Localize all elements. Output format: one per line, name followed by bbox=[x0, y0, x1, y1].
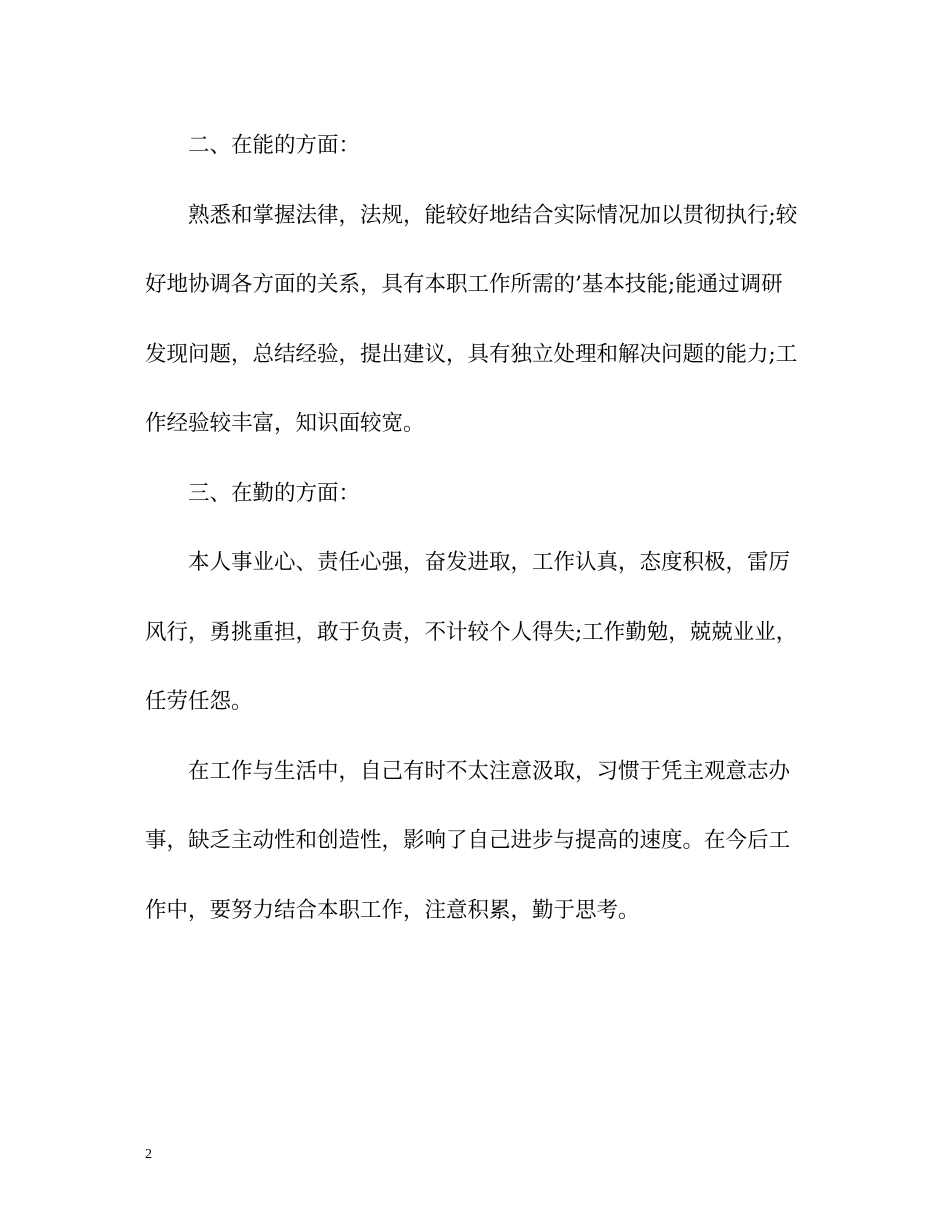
paragraph-line: 事，缺乏主动性和创造性，影响了自己进步与提高的速度。在今后工 bbox=[145, 828, 791, 853]
paragraph-line: 作经验较丰富，知识面较宽。 bbox=[145, 411, 425, 436]
document-body bbox=[145, 122, 807, 956]
paragraph-line: 发现问题，总结经验，提出建议，具有独立处理和解决问题的能力;工 bbox=[145, 341, 798, 367]
paragraph-line: 在工作与生活中，自己有时不太注意汲取，习惯于凭主观意志办 bbox=[188, 758, 791, 784]
paragraph-line: 作中，要努力结合本职工作，注意积累，勤于思考。 bbox=[145, 897, 640, 923]
paragraph-line: 好地协调各方面的关系，具有本职工作所需的’基本技能;能通过调研 bbox=[145, 272, 783, 297]
paragraph-line: 熟悉和掌握法律，法规，能较好地结合实际情况加以贯彻执行;较 bbox=[188, 202, 798, 228]
section-heading-ability: 二、在能的方面： bbox=[188, 133, 361, 158]
section-heading-diligence: 三、在勤的方面： bbox=[188, 480, 361, 506]
paragraph-line: 本人事业心、责任心强，奋发进取，工作认真，态度积极，雷厉 bbox=[188, 550, 791, 575]
paragraph-line: 任劳任怨。 bbox=[145, 689, 253, 714]
paragraph-line: 风行，勇挑重担，敢于负责，不计较个人得失;工作勤勉，兢兢业业， bbox=[145, 619, 798, 645]
page-number: 2 bbox=[145, 1147, 152, 1162]
